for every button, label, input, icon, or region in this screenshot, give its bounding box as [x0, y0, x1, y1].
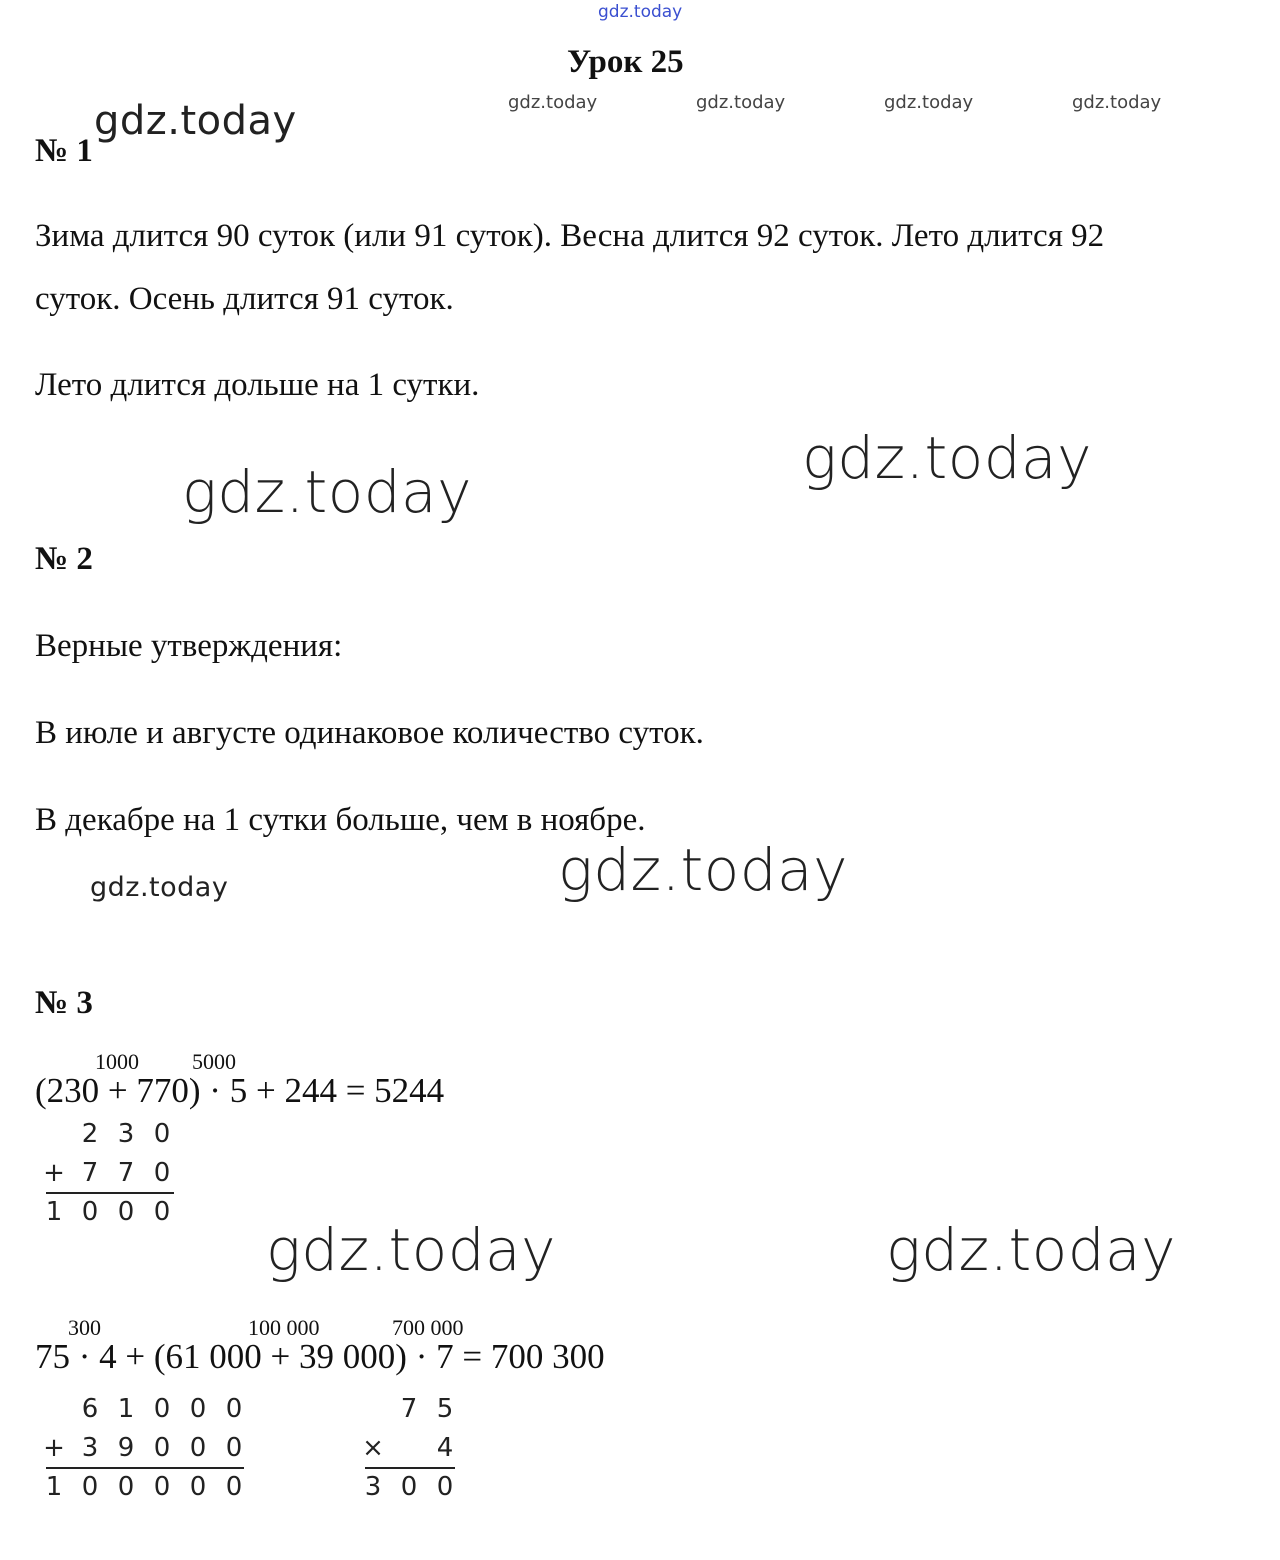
digit: 1: [45, 1472, 63, 1502]
digit: 0: [153, 1472, 171, 1502]
digit: 3: [364, 1472, 382, 1502]
digit: 0: [400, 1472, 418, 1502]
watermark: gdz.today: [696, 92, 786, 113]
watermark: gdz.today: [508, 92, 598, 113]
digit: 0: [153, 1197, 171, 1227]
digit: 1: [45, 1197, 63, 1227]
task3-heading: № 3: [35, 985, 93, 1021]
plus-sign: +: [43, 1433, 65, 1463]
digit: 2: [81, 1119, 99, 1149]
multiply-sign: ×: [362, 1433, 384, 1463]
digit: 1: [117, 1394, 135, 1424]
digit: 0: [153, 1433, 171, 1463]
task2-text-intro: Верные утверждения:: [35, 628, 343, 664]
digit: 7: [117, 1158, 135, 1188]
digit: 7: [81, 1158, 99, 1188]
task2-statement-1: В июле и августе одинаковое количество суток.: [35, 715, 704, 751]
page-title: Урок 25: [567, 44, 684, 80]
digit: 4: [436, 1433, 454, 1463]
expression-2: 75 · 4 + (61 000 + 39 000) · 7 = 700 300: [35, 1337, 605, 1376]
watermark: gdz.today: [90, 872, 229, 903]
watermark: gdz.today: [802, 424, 1092, 492]
task2-heading: № 2: [35, 541, 93, 577]
digit: 0: [189, 1394, 207, 1424]
intermediate-result-note: 5000: [192, 1049, 236, 1074]
digit: 9: [117, 1433, 135, 1463]
intermediate-result-note: 1000: [95, 1049, 139, 1074]
watermark: gdz.today: [598, 2, 683, 22]
task2-statement-2: В декабре на 1 сутки больше, чем в ноябре.: [35, 802, 646, 838]
task1-heading: № 1: [35, 133, 93, 169]
digit: 7: [400, 1394, 418, 1424]
digit: 0: [153, 1158, 171, 1188]
digit: 0: [225, 1394, 243, 1424]
plus-sign: +: [43, 1158, 65, 1188]
digit: 0: [153, 1119, 171, 1149]
watermark: gdz.today: [266, 1216, 556, 1284]
task1-text-line1: Зима длится 90 суток (или 91 суток). Весна длится 92 суток. Лето длится 92: [35, 218, 1105, 254]
intermediate-result-note: 100 000: [248, 1315, 320, 1340]
task1-answer: Лето длится дольше на 1 сутки.: [35, 367, 480, 403]
watermark: gdz.today: [884, 92, 974, 113]
watermark: gdz.today: [1072, 92, 1162, 113]
digit: 0: [189, 1472, 207, 1502]
watermark: gdz.today: [94, 98, 297, 144]
digit: 0: [81, 1197, 99, 1227]
digit: 0: [81, 1472, 99, 1502]
task1-text-line2: суток. Осень длится 91 суток.: [35, 281, 454, 317]
digit: 0: [117, 1197, 135, 1227]
intermediate-result-note: 700 000: [392, 1315, 464, 1340]
digit: 0: [225, 1472, 243, 1502]
digit: 0: [436, 1472, 454, 1502]
digit: 6: [81, 1394, 99, 1424]
digit: 0: [117, 1472, 135, 1502]
digit: 0: [189, 1433, 207, 1463]
digit: 0: [225, 1433, 243, 1463]
digit: 0: [153, 1394, 171, 1424]
intermediate-result-note: 300: [68, 1315, 101, 1340]
watermark: gdz.today: [182, 458, 472, 526]
digit: 5: [436, 1394, 454, 1424]
digit: 3: [81, 1433, 99, 1463]
watermark: gdz.today: [886, 1216, 1176, 1284]
watermark: gdz.today: [558, 836, 848, 904]
digit: 3: [117, 1119, 135, 1149]
expression-1: (230 + 770) · 5 + 244 = 5244: [35, 1071, 445, 1110]
